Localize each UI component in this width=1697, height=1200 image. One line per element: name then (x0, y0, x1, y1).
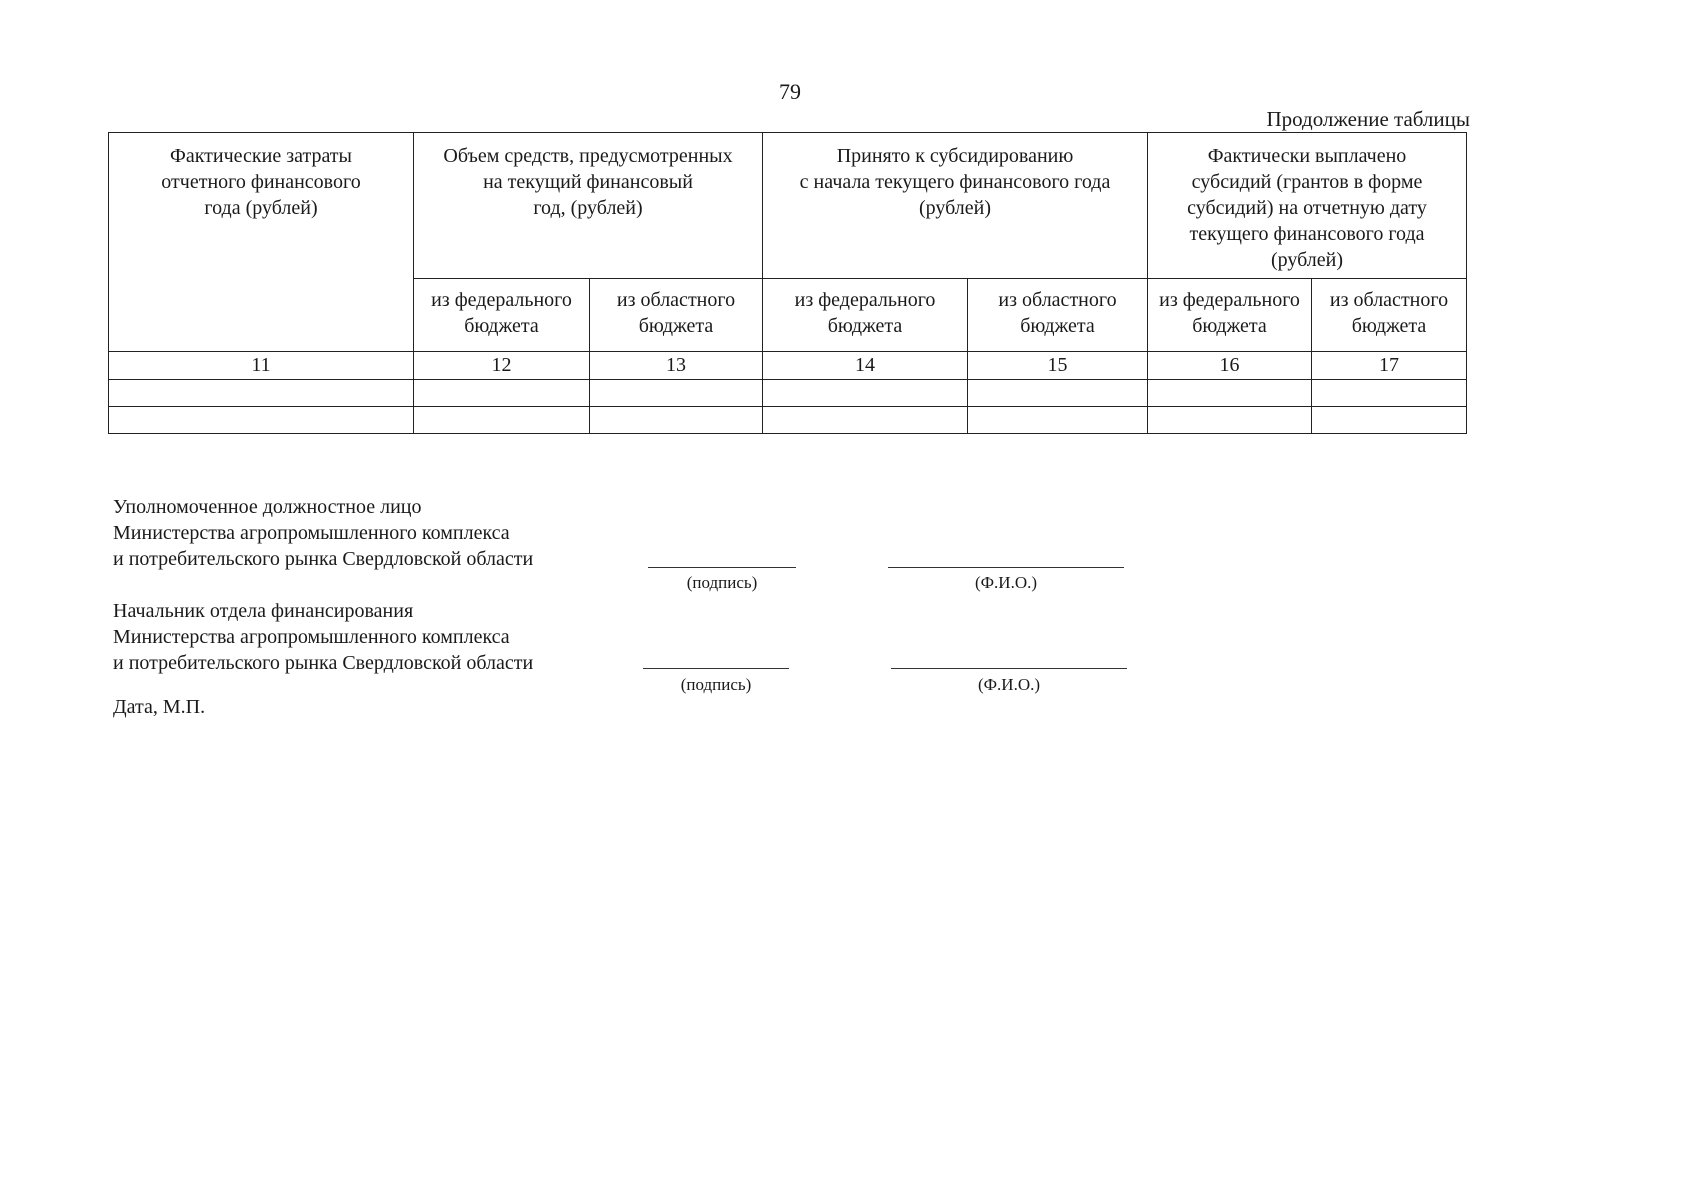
title-line: и потребительского рынка Свердловской области (113, 548, 534, 570)
header-accepted-subsidy: Принято к субсидированию с начала текущего финансового года (рублей) (763, 133, 1148, 279)
subheader-federal: из федерального бюджета (414, 279, 590, 352)
signatory-title (113, 494, 1213, 572)
subheader-regional: из областного бюджета (968, 279, 1148, 352)
table-row (109, 380, 1467, 407)
header-planned-funds: Объем средств, предусмотренных на текущий финансовый год, (рублей) (414, 133, 763, 279)
empty-cell (968, 407, 1148, 434)
empty-cell (414, 380, 590, 407)
empty-cell (590, 407, 763, 434)
title-line: Министерства агропромышленного комплекса (113, 522, 510, 544)
title-line: Начальник отдела финансирования (113, 600, 414, 622)
title-line: Уполномоченное должностное лицо (113, 496, 422, 518)
empty-cell (1148, 380, 1312, 407)
title-line: Министерства агропромышленного комплекса (113, 626, 510, 648)
column-number: 12 (414, 352, 590, 380)
empty-cell (414, 407, 590, 434)
column-number: 11 (109, 352, 414, 380)
subheader-federal: из федерального бюджета (763, 279, 968, 352)
column-number: 17 (1312, 352, 1467, 380)
empty-cell (109, 407, 414, 434)
empty-cell (1312, 407, 1467, 434)
subheader-regional: из областного бюджета (590, 279, 763, 352)
column-number: 13 (590, 352, 763, 380)
header-paid-subsidy: Фактически выплачено субсидий (грантов в форме субсидий) на отчетную дату текущего финансового года (рублей) (1148, 133, 1467, 279)
empty-cell (1312, 380, 1467, 407)
header-actual-costs: Фактические затраты отчетного финансового года (рублей) (109, 133, 414, 352)
signatory-title (113, 598, 1213, 676)
signature-block-finance-head (113, 598, 1213, 698)
title-line: и потребительского рынка Свердловской области (113, 652, 534, 674)
signatures-section (113, 494, 1213, 720)
empty-cell (763, 407, 968, 434)
column-number: 15 (968, 352, 1148, 380)
empty-cell (109, 380, 414, 407)
signature-caption: (подпись) (686, 573, 758, 592)
name-caption: (Ф.И.О.) (977, 675, 1041, 694)
name-line (891, 668, 1127, 669)
empty-cell (1148, 407, 1312, 434)
signature-line (643, 668, 789, 669)
subheader-federal: из федерального бюджета (1148, 279, 1312, 352)
signature-caption: (подпись) (680, 675, 752, 694)
empty-cell (590, 380, 763, 407)
empty-cell (763, 380, 968, 407)
report-table (108, 132, 1467, 434)
continuation-label: Продолжение таблицы (1266, 107, 1470, 131)
date-stamp-label: Дата, М.П. (113, 696, 206, 718)
table-row (109, 407, 1467, 434)
signature-line (648, 567, 796, 568)
empty-cell (968, 380, 1148, 407)
page-number: 79 (779, 79, 801, 104)
column-number: 14 (763, 352, 968, 380)
name-caption: (Ф.И.О.) (974, 573, 1038, 592)
column-number: 16 (1148, 352, 1312, 380)
subheader-regional: из областного бюджета (1312, 279, 1467, 352)
name-line (888, 567, 1124, 568)
signature-block-authorized (113, 494, 1213, 598)
